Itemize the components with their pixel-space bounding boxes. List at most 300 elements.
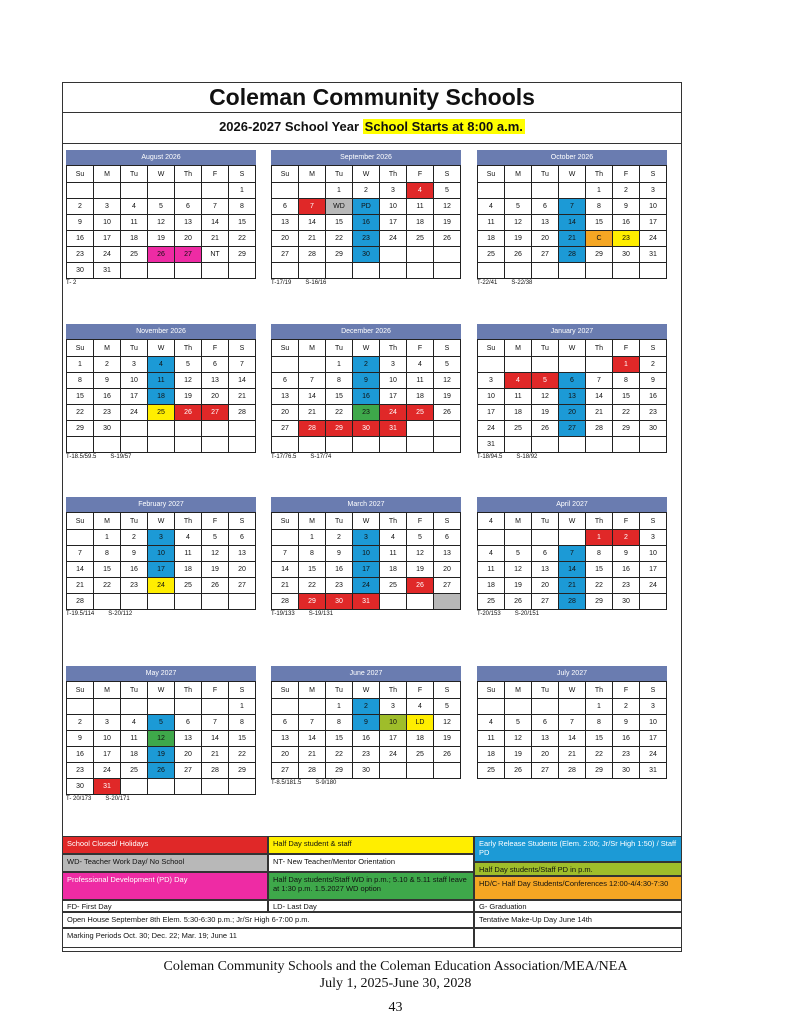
month-calendar bbox=[271, 666, 461, 786]
day-cell: 28 bbox=[229, 405, 256, 421]
month-table bbox=[66, 681, 256, 795]
month-table bbox=[477, 512, 667, 610]
month-total: S-20/151 bbox=[514, 611, 540, 617]
weekday-header: M bbox=[505, 340, 532, 357]
weekday-header: W bbox=[353, 682, 380, 699]
month-total: S-19/57 bbox=[110, 454, 132, 460]
day-cell: 6 bbox=[532, 199, 559, 215]
day-cell: 13 bbox=[202, 373, 229, 389]
weekday-header: Th bbox=[586, 340, 613, 357]
weekday-header: W bbox=[148, 166, 175, 183]
week-row bbox=[272, 183, 461, 199]
day-cell: 23 bbox=[67, 763, 94, 779]
day-cell: 3 bbox=[94, 199, 121, 215]
day-cell bbox=[121, 183, 148, 199]
subtitle-highlight: School Starts at 8:00 a.m. bbox=[364, 119, 523, 134]
day-cell: PD bbox=[353, 199, 380, 215]
weekday-header: M bbox=[299, 340, 326, 357]
week-row bbox=[478, 715, 667, 731]
day-cell: 25 bbox=[407, 747, 434, 763]
weekday-header: M bbox=[94, 513, 121, 530]
day-cell: 20 bbox=[532, 747, 559, 763]
day-cell: 6 bbox=[272, 373, 299, 389]
day-cell bbox=[353, 437, 380, 453]
day-cell: 8 bbox=[586, 546, 613, 562]
week-row bbox=[67, 699, 256, 715]
day-cell: 1 bbox=[67, 357, 94, 373]
day-cell: 9 bbox=[613, 546, 640, 562]
day-cell: 3 bbox=[640, 183, 667, 199]
month-table bbox=[66, 512, 256, 610]
day-cell: 7 bbox=[299, 199, 326, 215]
week-row bbox=[272, 405, 461, 421]
day-cell: 9 bbox=[353, 715, 380, 731]
weekday-header: F bbox=[202, 166, 229, 183]
day-cell: 2 bbox=[613, 699, 640, 715]
day-cell: 29 bbox=[67, 421, 94, 437]
day-cell: 24 bbox=[148, 578, 175, 594]
day-cell: 30 bbox=[613, 247, 640, 263]
day-cell bbox=[407, 263, 434, 279]
month-table bbox=[66, 339, 256, 453]
weekday-header: Tu bbox=[326, 166, 353, 183]
week-row bbox=[272, 546, 461, 562]
day-cell: 24 bbox=[380, 231, 407, 247]
day-cell: 3 bbox=[380, 699, 407, 715]
day-cell bbox=[407, 594, 434, 610]
footer-line-2: July 1, 2025-June 30, 2028 bbox=[319, 976, 472, 991]
day-cell: 27 bbox=[272, 421, 299, 437]
day-cell bbox=[175, 779, 202, 795]
month-table bbox=[271, 512, 461, 610]
day-cell bbox=[175, 594, 202, 610]
day-cell: 22 bbox=[299, 578, 326, 594]
day-cell: 8 bbox=[229, 199, 256, 215]
day-cell: 20 bbox=[272, 747, 299, 763]
day-cell: 16 bbox=[613, 731, 640, 747]
day-cell: 8 bbox=[613, 373, 640, 389]
day-cell bbox=[299, 437, 326, 453]
day-cell: 26 bbox=[434, 747, 461, 763]
weekday-header: Tu bbox=[121, 166, 148, 183]
week-row bbox=[272, 373, 461, 389]
day-cell: 28 bbox=[202, 763, 229, 779]
day-cell: 28 bbox=[299, 247, 326, 263]
day-cell: 13 bbox=[532, 215, 559, 231]
week-row bbox=[272, 578, 461, 594]
day-cell bbox=[148, 699, 175, 715]
day-cell: 30 bbox=[353, 763, 380, 779]
day-cell: 11 bbox=[148, 373, 175, 389]
day-cell: 25 bbox=[148, 405, 175, 421]
month-header: October 2026 bbox=[477, 150, 667, 165]
weekday-header: Th bbox=[380, 682, 407, 699]
month-total: T-18.5/59.5 bbox=[66, 454, 97, 460]
day-cell: 11 bbox=[175, 546, 202, 562]
day-cell: 18 bbox=[407, 389, 434, 405]
day-cell: 4 bbox=[505, 373, 532, 389]
day-cell: 4 bbox=[407, 357, 434, 373]
day-cell: 7 bbox=[559, 199, 586, 215]
legend-makeup: Tentative Make-Up Day June 14th bbox=[474, 912, 682, 928]
week-row bbox=[478, 389, 667, 405]
day-cell: 29 bbox=[586, 763, 613, 779]
day-cell bbox=[121, 779, 148, 795]
day-cell: 17 bbox=[380, 389, 407, 405]
day-cell: 21 bbox=[299, 405, 326, 421]
month-total: T-8.5/181.5 bbox=[271, 780, 302, 786]
page-subtitle bbox=[62, 119, 682, 134]
day-cell bbox=[478, 357, 505, 373]
day-cell: 15 bbox=[326, 215, 353, 231]
day-cell: 24 bbox=[640, 231, 667, 247]
week-row bbox=[272, 763, 461, 779]
day-cell: 6 bbox=[532, 715, 559, 731]
day-cell: 18 bbox=[175, 562, 202, 578]
day-cell: 13 bbox=[272, 389, 299, 405]
day-cell bbox=[478, 699, 505, 715]
day-cell bbox=[326, 437, 353, 453]
weekday-header: S bbox=[229, 513, 256, 530]
day-cell: 7 bbox=[202, 715, 229, 731]
day-cell: 16 bbox=[353, 731, 380, 747]
day-cell: 16 bbox=[353, 215, 380, 231]
day-cell: 9 bbox=[67, 215, 94, 231]
day-cell: 4 bbox=[478, 199, 505, 215]
day-cell: 17 bbox=[148, 562, 175, 578]
day-cell bbox=[299, 357, 326, 373]
day-cell: 17 bbox=[94, 747, 121, 763]
month-total: S-20/112 bbox=[108, 611, 133, 617]
weekday-header: Su bbox=[478, 340, 505, 357]
week-row bbox=[67, 779, 256, 795]
day-cell: 26 bbox=[505, 763, 532, 779]
weekday-header: Th bbox=[380, 166, 407, 183]
day-cell: 8 bbox=[299, 546, 326, 562]
day-cell: 11 bbox=[478, 215, 505, 231]
month-totals bbox=[271, 280, 461, 286]
day-cell bbox=[148, 421, 175, 437]
month-calendar bbox=[271, 497, 461, 617]
day-cell: 30 bbox=[353, 421, 380, 437]
day-cell: 7 bbox=[559, 546, 586, 562]
day-cell: 12 bbox=[505, 731, 532, 747]
weekday-header: Tu bbox=[121, 340, 148, 357]
day-cell: 3 bbox=[121, 357, 148, 373]
day-cell: 14 bbox=[272, 562, 299, 578]
day-cell: 6 bbox=[559, 373, 586, 389]
day-cell bbox=[478, 530, 505, 546]
weekday-header: F bbox=[613, 166, 640, 183]
day-cell: 20 bbox=[272, 405, 299, 421]
day-cell: 21 bbox=[272, 578, 299, 594]
day-cell: 18 bbox=[121, 231, 148, 247]
day-cell: 16 bbox=[67, 747, 94, 763]
day-cell: 22 bbox=[229, 231, 256, 247]
day-cell bbox=[380, 247, 407, 263]
day-cell: 12 bbox=[505, 215, 532, 231]
day-cell: 16 bbox=[121, 562, 148, 578]
day-cell: 22 bbox=[326, 231, 353, 247]
day-cell: 16 bbox=[613, 215, 640, 231]
day-cell: 5 bbox=[202, 530, 229, 546]
day-cell: 9 bbox=[67, 731, 94, 747]
legend-marking: Marking Periods Oct. 30; Dec. 22; Mar. 19; June 11 bbox=[62, 928, 474, 948]
legend-ld: LD- Last Day bbox=[268, 900, 474, 912]
month-totals bbox=[66, 454, 256, 460]
week-row bbox=[67, 731, 256, 747]
day-cell: 8 bbox=[229, 715, 256, 731]
weekday-header: S bbox=[434, 340, 461, 357]
day-cell: 26 bbox=[407, 578, 434, 594]
weekday-header: M bbox=[505, 682, 532, 699]
month-header: November 2026 bbox=[66, 324, 256, 339]
day-cell: 18 bbox=[121, 747, 148, 763]
day-cell: 14 bbox=[229, 373, 256, 389]
day-cell: 31 bbox=[640, 763, 667, 779]
day-cell: 14 bbox=[202, 731, 229, 747]
day-cell: 28 bbox=[299, 763, 326, 779]
day-cell bbox=[299, 183, 326, 199]
day-cell bbox=[175, 699, 202, 715]
weekday-header: F bbox=[202, 682, 229, 699]
day-cell: 19 bbox=[505, 231, 532, 247]
weekday-header: Th bbox=[175, 682, 202, 699]
title-divider bbox=[62, 112, 682, 113]
day-cell: 27 bbox=[434, 578, 461, 594]
day-cell: 8 bbox=[67, 373, 94, 389]
legend-fd: FD- First Day bbox=[62, 900, 268, 912]
day-cell: 5 bbox=[505, 199, 532, 215]
weekday-header: S bbox=[434, 166, 461, 183]
day-cell: 27 bbox=[532, 247, 559, 263]
day-cell: 10 bbox=[380, 373, 407, 389]
day-cell: 30 bbox=[640, 421, 667, 437]
day-cell: 3 bbox=[640, 699, 667, 715]
day-cell bbox=[380, 594, 407, 610]
day-cell: 4 bbox=[478, 715, 505, 731]
day-cell: 26 bbox=[505, 247, 532, 263]
day-cell: 14 bbox=[299, 389, 326, 405]
day-cell: 28 bbox=[272, 594, 299, 610]
legend-half-pd: Half Day students/Staff PD in p.m. bbox=[474, 862, 682, 876]
day-cell: 3 bbox=[94, 715, 121, 731]
weekday-header: S bbox=[229, 340, 256, 357]
weekday-header: Th bbox=[380, 513, 407, 530]
day-cell: 22 bbox=[326, 747, 353, 763]
weekday-header: M bbox=[94, 340, 121, 357]
day-cell: 30 bbox=[94, 421, 121, 437]
day-cell: 17 bbox=[640, 562, 667, 578]
weekday-header: Tu bbox=[532, 340, 559, 357]
month-calendar bbox=[271, 150, 461, 286]
day-cell bbox=[478, 263, 505, 279]
day-cell: 12 bbox=[148, 731, 175, 747]
day-cell bbox=[532, 357, 559, 373]
day-cell: 5 bbox=[505, 715, 532, 731]
day-cell: 11 bbox=[478, 562, 505, 578]
weekday-header: F bbox=[613, 682, 640, 699]
day-cell bbox=[586, 437, 613, 453]
day-cell: 20 bbox=[532, 578, 559, 594]
weekday-header: S bbox=[229, 166, 256, 183]
day-cell: 5 bbox=[434, 183, 461, 199]
day-cell: LD bbox=[407, 715, 434, 731]
day-cell bbox=[175, 183, 202, 199]
day-cell: 23 bbox=[353, 405, 380, 421]
day-cell bbox=[67, 699, 94, 715]
day-cell: 4 bbox=[148, 357, 175, 373]
week-row bbox=[478, 578, 667, 594]
day-cell: 21 bbox=[299, 747, 326, 763]
day-cell bbox=[559, 437, 586, 453]
day-cell: 26 bbox=[434, 405, 461, 421]
month-table bbox=[477, 165, 667, 279]
weekday-header: Su bbox=[272, 513, 299, 530]
day-cell: 1 bbox=[229, 183, 256, 199]
month-total: T- 20/173 bbox=[66, 796, 92, 802]
day-cell: 29 bbox=[613, 421, 640, 437]
day-cell bbox=[559, 530, 586, 546]
weekday-header: F bbox=[407, 682, 434, 699]
day-cell: 11 bbox=[121, 215, 148, 231]
day-cell: 24 bbox=[94, 247, 121, 263]
day-cell: 26 bbox=[202, 578, 229, 594]
week-row bbox=[478, 437, 667, 453]
week-row bbox=[67, 594, 256, 610]
day-cell: 23 bbox=[640, 405, 667, 421]
weekday-header: 4 bbox=[478, 513, 505, 530]
week-row bbox=[478, 594, 667, 610]
day-cell: 23 bbox=[353, 747, 380, 763]
month-table bbox=[477, 339, 667, 453]
week-row bbox=[478, 247, 667, 263]
day-cell: 23 bbox=[121, 578, 148, 594]
day-cell bbox=[202, 779, 229, 795]
day-cell: 19 bbox=[148, 231, 175, 247]
day-cell: 2 bbox=[353, 357, 380, 373]
day-cell bbox=[613, 437, 640, 453]
day-cell: 24 bbox=[640, 578, 667, 594]
day-cell: 31 bbox=[94, 263, 121, 279]
day-cell bbox=[505, 699, 532, 715]
month-header: April 2027 bbox=[477, 497, 667, 512]
weekday-header: M bbox=[299, 513, 326, 530]
day-cell: 25 bbox=[478, 247, 505, 263]
day-cell: 24 bbox=[640, 747, 667, 763]
day-cell: 30 bbox=[326, 594, 353, 610]
day-cell: 2 bbox=[353, 183, 380, 199]
day-cell: 9 bbox=[353, 373, 380, 389]
day-cell: 16 bbox=[640, 389, 667, 405]
weekday-header: F bbox=[407, 340, 434, 357]
day-cell: 26 bbox=[148, 247, 175, 263]
week-row bbox=[272, 231, 461, 247]
day-cell: 4 bbox=[121, 715, 148, 731]
weekday-header: F bbox=[613, 513, 640, 530]
week-row bbox=[478, 231, 667, 247]
week-row bbox=[67, 405, 256, 421]
day-cell: 27 bbox=[272, 763, 299, 779]
day-cell: 24 bbox=[380, 405, 407, 421]
day-cell bbox=[229, 263, 256, 279]
day-cell: 20 bbox=[434, 562, 461, 578]
day-cell: 10 bbox=[380, 199, 407, 215]
day-cell: 30 bbox=[67, 779, 94, 795]
day-cell: 19 bbox=[505, 578, 532, 594]
day-cell: 25 bbox=[478, 763, 505, 779]
day-cell: 28 bbox=[299, 421, 326, 437]
day-cell bbox=[478, 183, 505, 199]
day-cell: 24 bbox=[353, 578, 380, 594]
month-calendar bbox=[271, 324, 461, 460]
month-calendar bbox=[66, 150, 256, 286]
day-cell bbox=[175, 263, 202, 279]
weekday-header: M bbox=[94, 682, 121, 699]
day-cell: 24 bbox=[478, 421, 505, 437]
day-cell: 16 bbox=[67, 231, 94, 247]
day-cell: 12 bbox=[434, 715, 461, 731]
day-cell bbox=[229, 421, 256, 437]
weekday-header: Th bbox=[175, 166, 202, 183]
day-cell: 16 bbox=[613, 562, 640, 578]
weekday-header: F bbox=[407, 513, 434, 530]
month-header: September 2026 bbox=[271, 150, 461, 165]
day-cell bbox=[434, 763, 461, 779]
day-cell bbox=[640, 263, 667, 279]
day-cell: 30 bbox=[613, 763, 640, 779]
day-cell bbox=[67, 183, 94, 199]
day-cell: 14 bbox=[559, 731, 586, 747]
day-cell: 18 bbox=[407, 731, 434, 747]
day-cell: 16 bbox=[353, 389, 380, 405]
legend-hdc: HD/C- Half Day Students/Conferences 12:00-4/4:30-7:30 bbox=[474, 876, 682, 900]
day-cell: 25 bbox=[478, 594, 505, 610]
page-number: 43 bbox=[388, 1000, 403, 1015]
day-cell: 12 bbox=[434, 373, 461, 389]
month-total: S-9/180 bbox=[315, 780, 337, 786]
legend-pd: Professional Development (PD) Day bbox=[62, 872, 268, 900]
day-cell: 25 bbox=[121, 247, 148, 263]
day-cell: 13 bbox=[229, 546, 256, 562]
day-cell: 2 bbox=[67, 199, 94, 215]
legend-open-house: Open House September 8th Elem. 5:30-6:30 p.m.; Jr/Sr High 6-7:00 p.m. bbox=[62, 912, 474, 928]
day-cell: 15 bbox=[229, 215, 256, 231]
day-cell: 11 bbox=[505, 389, 532, 405]
day-cell: 6 bbox=[229, 530, 256, 546]
day-cell: 14 bbox=[586, 389, 613, 405]
day-cell bbox=[148, 594, 175, 610]
weekday-header: W bbox=[353, 513, 380, 530]
day-cell: 13 bbox=[175, 731, 202, 747]
month-header: May 2027 bbox=[66, 666, 256, 681]
day-cell: 25 bbox=[121, 763, 148, 779]
day-cell: 9 bbox=[94, 373, 121, 389]
day-cell: 1 bbox=[613, 357, 640, 373]
day-cell: 15 bbox=[94, 562, 121, 578]
day-cell: 6 bbox=[532, 546, 559, 562]
day-cell: 11 bbox=[478, 731, 505, 747]
day-cell: 31 bbox=[380, 421, 407, 437]
week-row bbox=[67, 263, 256, 279]
week-row bbox=[272, 437, 461, 453]
day-cell: 25 bbox=[505, 421, 532, 437]
day-cell bbox=[505, 357, 532, 373]
weekday-header: Su bbox=[67, 513, 94, 530]
weekday-header: F bbox=[613, 340, 640, 357]
week-row bbox=[478, 731, 667, 747]
weekday-header: F bbox=[202, 340, 229, 357]
